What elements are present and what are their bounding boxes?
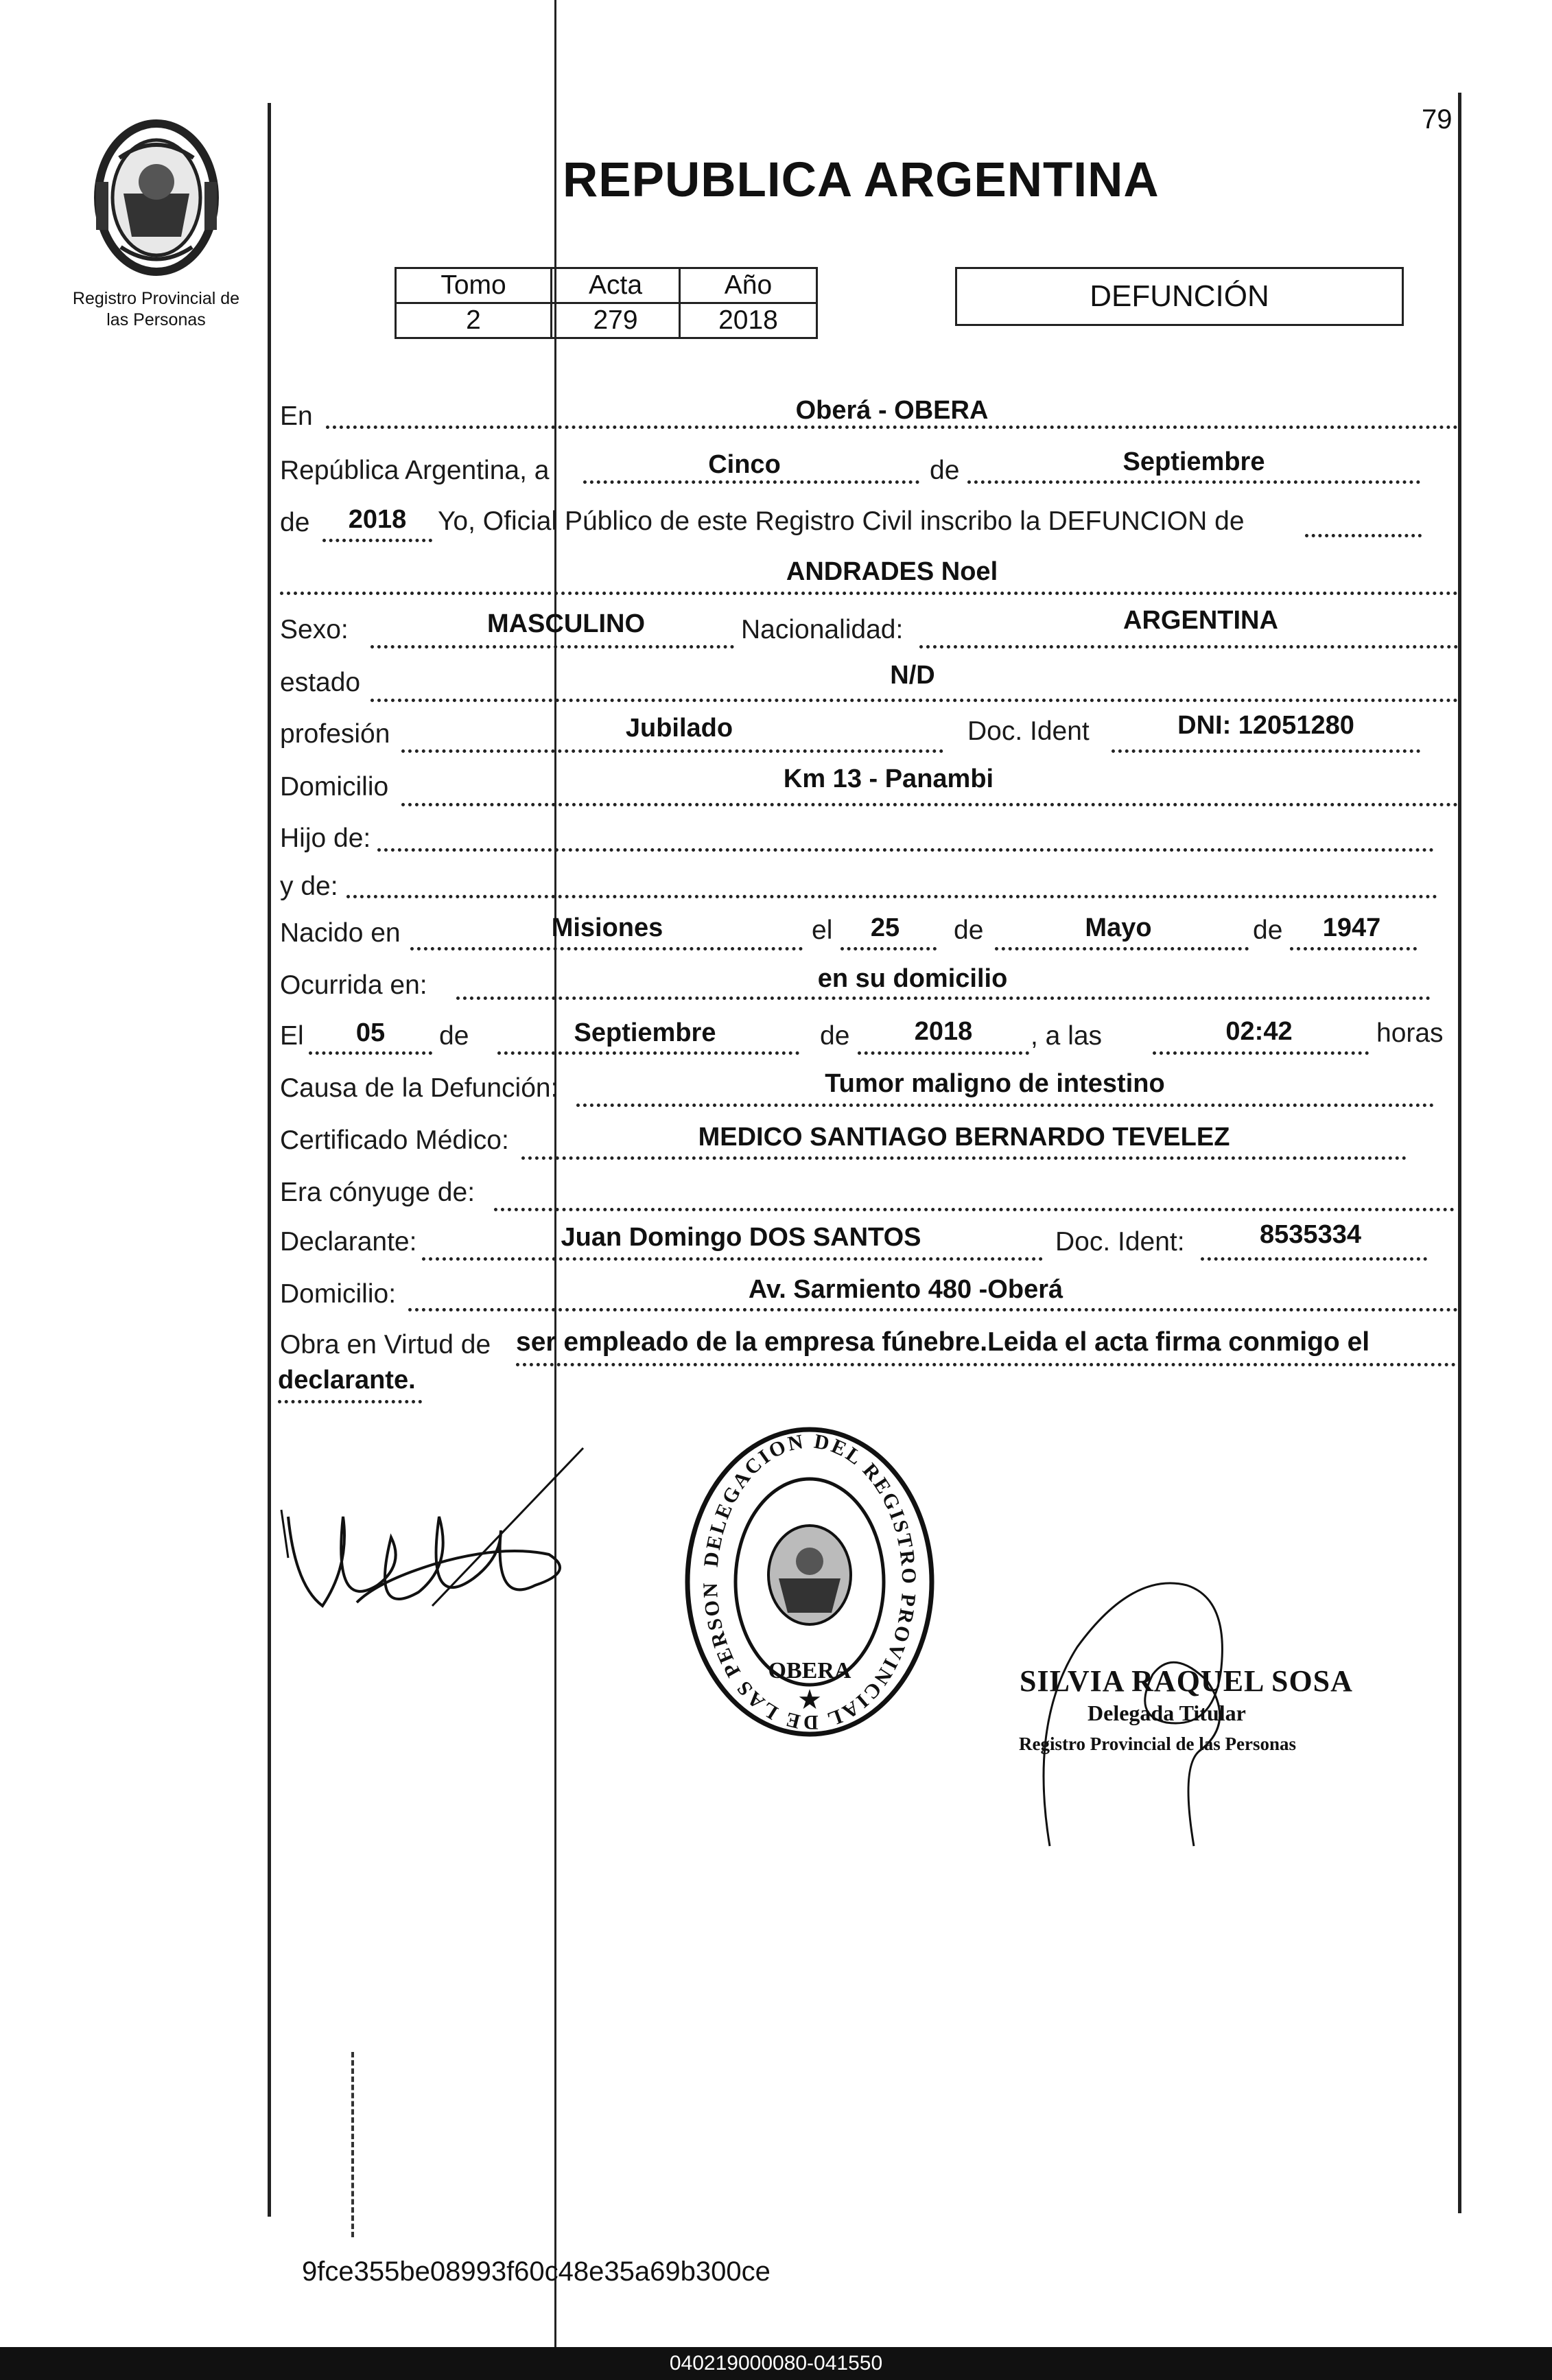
value-tomo: 2 <box>396 303 552 338</box>
dots-nacionalidad <box>919 645 1458 649</box>
value-estado: N/D <box>890 661 935 690</box>
dots-fallecimiento-anio <box>858 1051 1029 1055</box>
page-number: 79 <box>1422 104 1453 135</box>
label-horas: horas <box>1376 1018 1444 1048</box>
label-sexo: Sexo: <box>280 615 349 644</box>
provincial-seal <box>81 117 232 278</box>
dots-declarante-doc <box>1201 1257 1427 1261</box>
dots-nacido-anio <box>1290 947 1417 950</box>
dots-fallecimiento-mes <box>497 1051 799 1055</box>
value-lugar: Oberá - OBERA <box>795 396 989 425</box>
document-hash: 9fce355be08993f60c48e35a69b300ce <box>302 2256 771 2287</box>
dots-nombre <box>280 592 1458 595</box>
value-mes: Septiembre <box>1122 447 1265 476</box>
value-hora: 02:42 <box>1225 1017 1293 1046</box>
dots-hijo-de <box>377 848 1434 852</box>
label-y-de: y de: <box>280 872 338 901</box>
value-domicilio: Km 13 - Panambi <box>783 765 994 793</box>
svg-text:★: ★ <box>797 1685 822 1715</box>
dots-doc <box>1112 749 1420 753</box>
label-domicilio: Domicilio <box>280 772 389 802</box>
dots-lugar <box>326 425 1458 429</box>
officer-title: Delegada Titular <box>1087 1701 1246 1725</box>
dots-ocurrida-en <box>456 996 1431 1000</box>
value-declarante-domicilio: Av. Sarmiento 480 -Oberá <box>748 1275 1063 1304</box>
dots-defuncion-de <box>1305 534 1422 537</box>
label-de-5: de <box>439 1021 469 1051</box>
dots-y-de <box>346 895 1437 898</box>
value-ocurrida-en: en su domicilio <box>817 964 1008 993</box>
label-profesion: profesión <box>280 719 390 749</box>
dots-certificado <box>521 1156 1407 1160</box>
left-margin-line <box>268 103 271 2217</box>
dots-declarante <box>422 1257 1043 1261</box>
dots-mes <box>967 480 1420 484</box>
value-obra-2: declarante. <box>278 1366 416 1395</box>
value-dia-texto: Cinco <box>708 450 781 479</box>
dots-obra-2 <box>278 1400 422 1403</box>
label-estado: estado <box>280 668 361 697</box>
label-en: En <box>280 401 313 431</box>
dots-dia <box>583 480 919 484</box>
label-causa: Causa de la Defunción: <box>280 1073 559 1103</box>
value-anio: 2018 <box>680 303 817 338</box>
record-table <box>395 267 818 339</box>
scan-fold-line <box>554 0 556 2347</box>
dots-nacido-mes <box>995 947 1249 950</box>
label-doc-ident: Doc. Ident <box>967 716 1090 746</box>
label-el: el <box>812 915 833 945</box>
dots-sexo <box>371 645 734 649</box>
label-a-las: , a las <box>1031 1021 1103 1051</box>
dots-declarante-domicilio <box>408 1308 1458 1311</box>
svg-text:DELEGACION DEL REGISTRO PROVIN: DELEGACION DEL REGISTRO PROVINCIAL DE LAS PERSON <box>698 1430 921 1734</box>
label-de-2: de <box>280 508 310 537</box>
dots-hora <box>1153 1051 1369 1055</box>
header-acta: Acta <box>552 268 680 303</box>
value-declarante: Juan Domingo DOS SANTOS <box>561 1223 921 1252</box>
value-certificado: MEDICO SANTIAGO BERNARDO TEVELEZ <box>698 1123 1230 1152</box>
declarant-signature <box>274 1434 604 1647</box>
record-type-box: DEFUNCIÓN <box>955 267 1404 326</box>
value-nombre: ANDRADES Noel <box>786 557 998 586</box>
header-tomo: Tomo <box>396 268 552 303</box>
label-nacionalidad: Nacionalidad: <box>741 615 904 644</box>
label-certificado: Certificado Médico: <box>280 1125 509 1155</box>
label-domicilio-2: Domicilio: <box>280 1279 397 1309</box>
issuer-name-line1: Registro Provincial de <box>72 289 240 308</box>
value-causa: Tumor maligno de intestino <box>825 1069 1165 1098</box>
issuer-name <box>48 288 264 331</box>
value-anio: 2018 <box>348 505 407 534</box>
value-nacido-en: Misiones <box>551 913 663 942</box>
barcode-number: 040219000080-041550 <box>669 2352 883 2375</box>
label-conyuge: Era cónyuge de: <box>280 1178 475 1207</box>
value-acta: 279 <box>552 303 680 338</box>
value-nacido-mes: Mayo <box>1085 913 1152 942</box>
label-republica: República Argentina, a <box>280 456 550 485</box>
barcode-strip <box>0 2347 1552 2380</box>
value-profesion: Jubilado <box>625 714 733 743</box>
value-doc: DNI: 12051280 <box>1177 711 1354 740</box>
officer-office: Registro Provincial de las Personas <box>1019 1734 1296 1754</box>
dots-nacido-dia <box>840 947 937 950</box>
dots-obra-1 <box>516 1363 1456 1366</box>
value-nacido-anio: 1947 <box>1322 913 1381 942</box>
label-de-4: de <box>1253 915 1283 945</box>
dots-conyuge <box>494 1208 1455 1211</box>
header-anio: Año <box>680 268 817 303</box>
scan-dashes <box>351 2052 354 2237</box>
stamp-city: OBERA <box>768 1658 851 1683</box>
dots-profesion <box>401 749 943 753</box>
label-de-3: de <box>954 915 984 945</box>
dots-anio <box>322 539 432 542</box>
label-de-1: de <box>930 456 960 485</box>
registry-stamp <box>679 1421 940 1743</box>
dots-causa <box>576 1104 1434 1107</box>
value-sexo: MASCULINO <box>486 609 646 638</box>
value-nacionalidad: ARGENTINA <box>1123 606 1278 635</box>
label-doc-ident-2: Doc. Ident: <box>1055 1227 1185 1257</box>
dots-estado <box>371 699 1458 702</box>
value-obra-1: ser empleado de la empresa fúnebre.Leida el acta firma conmigo el <box>516 1327 1370 1357</box>
value-nacido-dia: 25 <box>870 913 900 942</box>
dots-fallecimiento-dia <box>309 1051 432 1055</box>
document-title: REPUBLICA ARGENTINA <box>563 153 1160 207</box>
value-fallecimiento-dia: 05 <box>355 1018 386 1047</box>
label-declarante: Declarante: <box>280 1227 417 1257</box>
dots-domicilio <box>401 803 1458 806</box>
label-obra: Obra en Virtud de <box>280 1330 491 1360</box>
label-ocurrida-en: Ocurrida en: <box>280 970 427 1000</box>
label-hijo-de: Hijo de: <box>280 824 371 853</box>
label-nacido-en: Nacido en <box>280 918 401 948</box>
officer-name: SILVIA RAQUEL SOSA <box>1020 1664 1353 1698</box>
value-declarante-doc: 8535334 <box>1260 1220 1361 1249</box>
value-fallecimiento-mes: Septiembre <box>574 1018 716 1047</box>
label-yo-oficial: Yo, Oficial Público de este Registro Civil inscribo la DEFUNCION de <box>438 506 1245 536</box>
right-margin-line <box>1458 93 1461 2213</box>
label-el-cap: El <box>280 1021 304 1051</box>
issuer-name-line2: las Personas <box>106 310 206 329</box>
dots-nacido-en <box>410 947 803 950</box>
value-fallecimiento-anio: 2018 <box>914 1017 973 1046</box>
label-de-6: de <box>820 1021 850 1051</box>
